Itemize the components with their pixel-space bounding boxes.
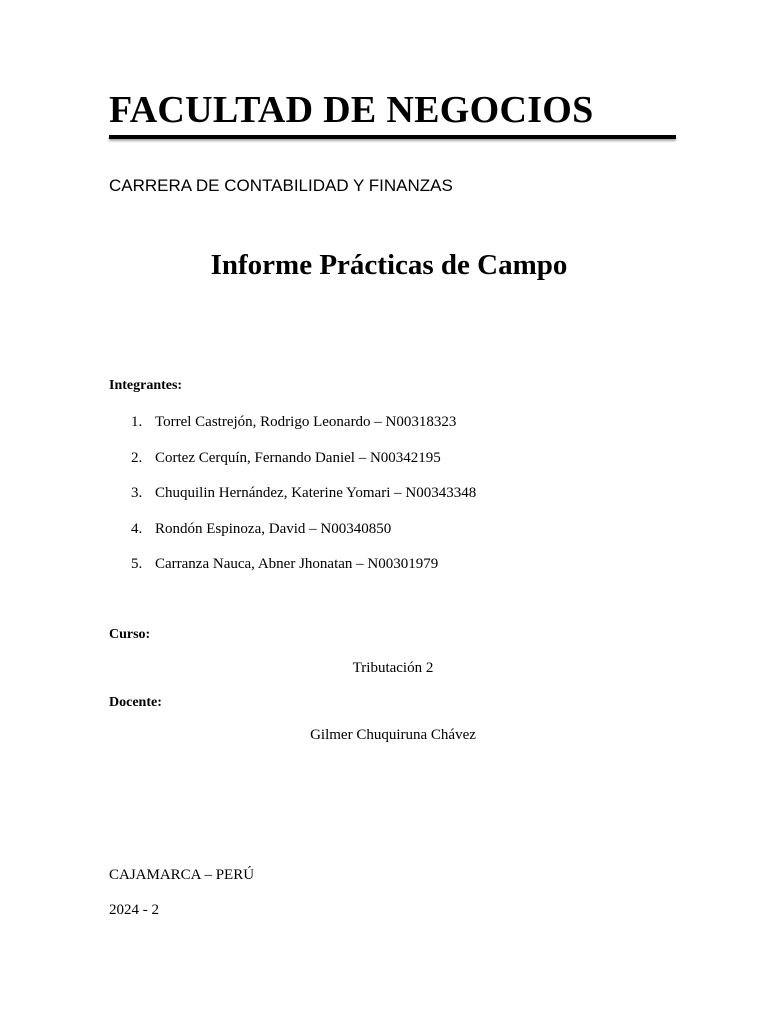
member-name: Cortez Cerquín, Fernando Daniel – N00342195 (155, 449, 441, 466)
title-underline-rule (109, 135, 676, 139)
member-number: 5. (131, 556, 143, 572)
teacher-label: Docente: (109, 695, 162, 710)
member-number: 3. (131, 485, 143, 501)
member-number: 2. (131, 449, 143, 466)
member-number: 4. (131, 520, 143, 537)
course-label: Curso: (109, 627, 151, 642)
member-name: Carranza Nauca, Abner Jhonatan – N00301979 (155, 556, 439, 572)
member-name: Rondón Espinoza, David – N00340850 (155, 520, 392, 537)
course-value: Tributación 2 (352, 660, 434, 676)
report-title: Informe Prácticas de Campo (210, 249, 568, 281)
faculty-title: FACULTAD DE NEGOCIOS (109, 89, 594, 131)
teacher-value: Gilmer Chuquiruna Chávez (310, 727, 476, 743)
member-name: Torrel Castrejón, Rodrigo Leonardo – N00318323 (155, 414, 457, 430)
members-label: Integrantes: (109, 378, 183, 393)
location-text: CAJAMARCA – PERÚ (109, 867, 255, 883)
period-text: 2024 - 2 (109, 902, 159, 918)
member-number: 1. (131, 414, 143, 430)
member-name: Chuquilin Hernández, Katerine Yomari – N00343348 (155, 485, 477, 501)
career-name: CARRERA DE CONTABILIDAD Y FINANZAS (109, 176, 453, 195)
